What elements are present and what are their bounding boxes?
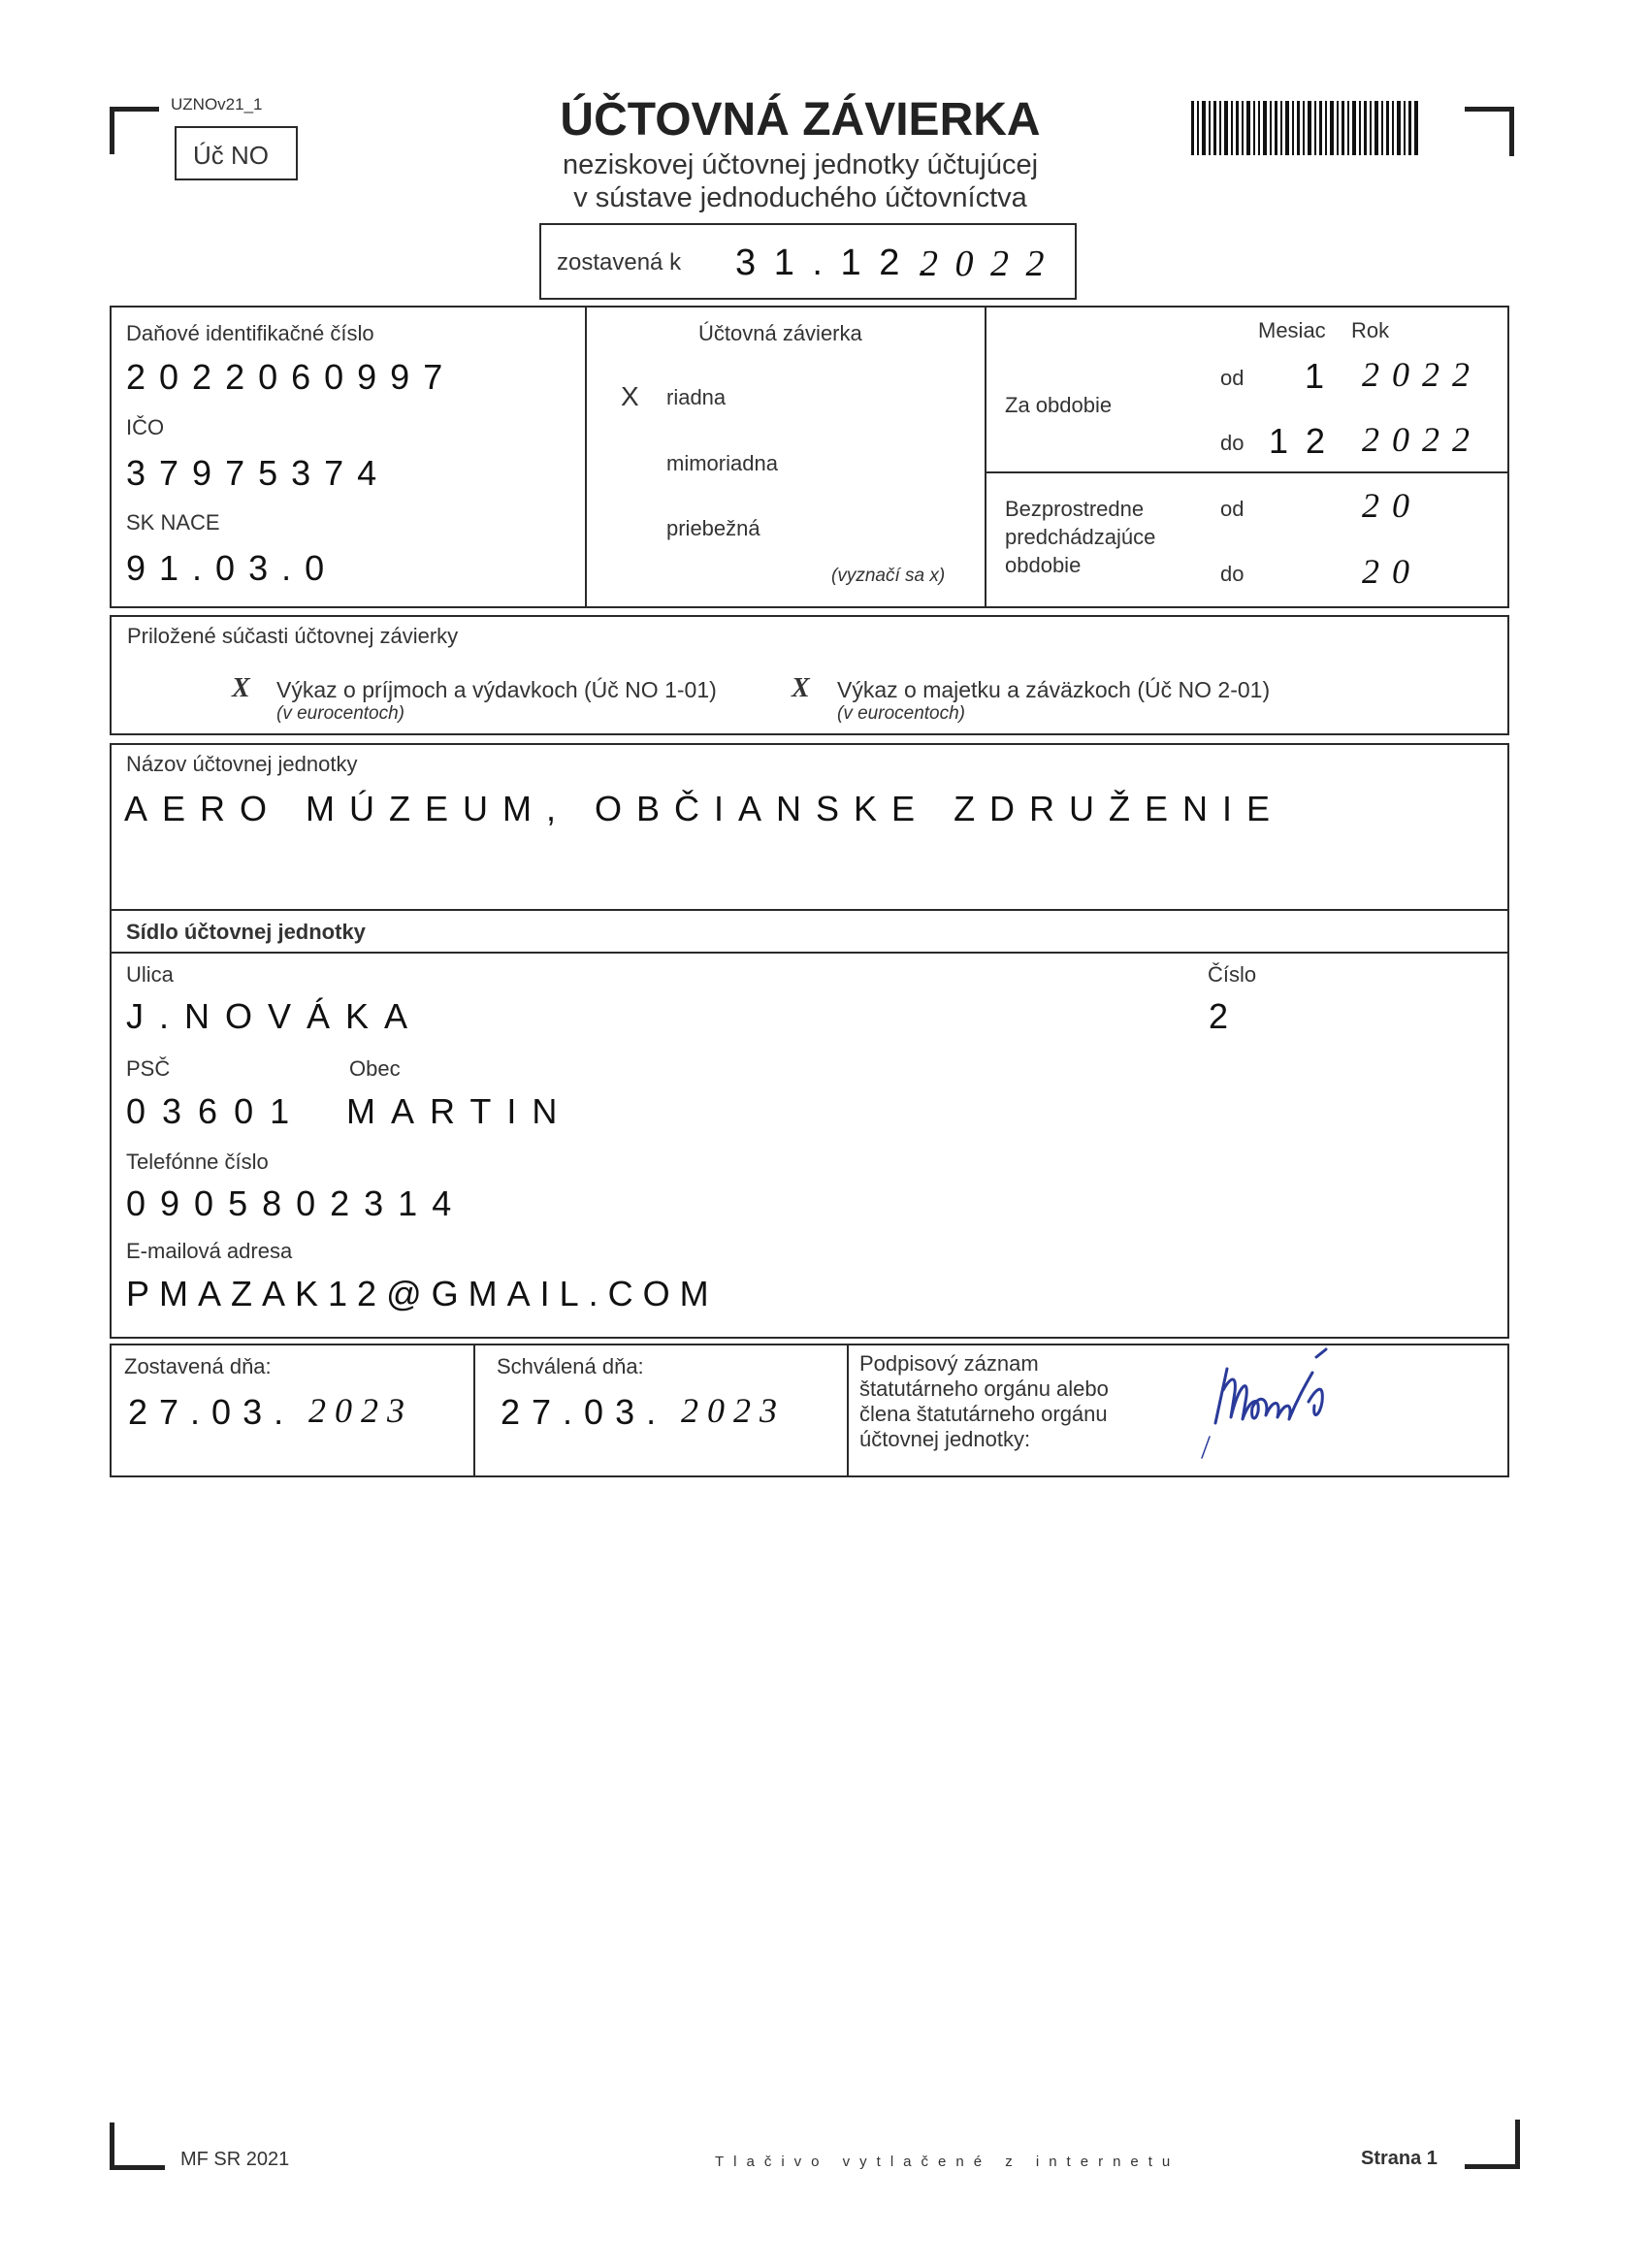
signature-label-1: Podpisový záznam [859, 1351, 1039, 1376]
year-header: Rok [1351, 318, 1390, 342]
house-number-label: Číslo [1208, 962, 1257, 987]
previous-period-label-2: predchádzajúce [1005, 525, 1156, 549]
handwritten-signature [1188, 1344, 1353, 1460]
compiled-date-value: 27.03. [128, 1392, 296, 1432]
city-label: Obec [349, 1056, 401, 1081]
postal-code-label: PSČ [126, 1056, 171, 1081]
compiled-as-of-box [539, 223, 1077, 300]
document-subtitle-1: neziskovej účtovnej jednotky účtujúcej [562, 149, 1039, 180]
footer-form-edition: MF SR 2021 [180, 2149, 290, 2170]
phone-label: Telefónne číslo [126, 1150, 269, 1174]
street-value: J.NOVÁKA [126, 996, 424, 1036]
document-subtitle-2: v sústave jednoduchého účtovníctva [573, 182, 1027, 213]
compiled-as-of-label: zostavená k [557, 249, 682, 275]
house-number-value: 2 [1209, 996, 1243, 1036]
phone-value: 0905802314 [126, 1183, 467, 1223]
current-to-label: do [1220, 431, 1245, 455]
signature-label-2: štatutárneho orgánu alebo [859, 1377, 1109, 1401]
statement-type-interim: priebežná [666, 516, 760, 540]
previous-period-label-1: Bezprostredne [1005, 497, 1145, 521]
dic-value: 2022060997 [126, 357, 457, 397]
previous-period-label-3: obdobie [1005, 553, 1082, 577]
approved-date-label: Schválená dňa: [497, 1354, 644, 1378]
attachment-1-label: Výkaz o príjmoch a výdavkoch (Úč NO 1-01) [276, 677, 717, 702]
compiled-as-of-year: 2 0 2 2 [920, 243, 1049, 284]
current-to-month: 1 2 [1269, 421, 1330, 461]
corner-mark-top-right [1465, 107, 1514, 156]
previous-to-year: 2 0 [1362, 552, 1411, 591]
previous-from-label: od [1220, 497, 1245, 521]
corner-mark-top-left [110, 107, 159, 154]
corner-mark-bottom-right [1465, 2120, 1520, 2169]
entity-name-label: Názov účtovnej jednotky [126, 752, 358, 776]
city-value: MARTIN [346, 1091, 573, 1131]
compiled-as-of-value: 3 1 . 1 2 . [735, 243, 932, 283]
address-heading: Sídlo účtovnej jednotky [126, 920, 366, 944]
attachments-section [110, 615, 1509, 735]
postal-code-value: 03601 [126, 1091, 307, 1131]
document-title: ÚČTOVNÁ ZÁVIERKA [560, 94, 1041, 146]
footer-printed-note: Tlačivo vytlačené z internetu [715, 2154, 1180, 2170]
street-label: Ulica [126, 962, 174, 987]
compiled-date-label: Zostavená dňa: [124, 1354, 272, 1378]
approved-date-year: 2023 [681, 1391, 786, 1430]
form-code: UZNOv21_1 [171, 95, 263, 113]
statement-type-heading: Účtovná závierka [698, 321, 862, 345]
attachment-2-label: Výkaz o majetku a záväzkoch (Úč NO 2-01) [837, 677, 1271, 702]
signature-label-3: člena štatutárneho orgánu [859, 1402, 1108, 1426]
signature-label-4: účtovnej jednotky: [859, 1427, 1031, 1451]
statement-type-note: (vyznačí sa x) [831, 566, 946, 586]
entity-section [110, 743, 1509, 1339]
email-label: E-mailová adresa [126, 1239, 293, 1263]
entity-name-value: AERO MÚZEUM, OBČIANSKE ZDRUŽENIE [124, 789, 1285, 828]
current-from-month: 1 [1305, 356, 1329, 396]
attachment-1-note: (v eurocentoch) [276, 703, 405, 724]
ico-value: 37975374 [126, 453, 391, 493]
current-period-label: Za obdobie [1005, 393, 1113, 417]
compiled-date-year: 2023 [308, 1391, 413, 1430]
current-to-year: 2 0 2 2 [1362, 420, 1471, 459]
dic-label: Daňové identifikačné číslo [126, 321, 374, 345]
month-header: Mesiac [1258, 318, 1326, 342]
nace-label: SK NACE [126, 510, 220, 535]
form-badge [175, 126, 298, 180]
approved-date-value: 27.03. [501, 1392, 668, 1432]
current-from-label: od [1220, 366, 1245, 390]
email-value: PMAZAK12@GMAIL.COM [126, 1274, 719, 1313]
attachment-2-note: (v eurocentoch) [837, 703, 966, 724]
statement-type-extraordinary: mimoriadna [666, 451, 778, 475]
form-badge-text: Úč NO [193, 141, 269, 170]
nace-value: 91.03.0 [126, 548, 339, 588]
previous-to-label: do [1220, 562, 1245, 586]
ico-label: IČO [126, 415, 165, 439]
current-from-year: 2 0 2 2 [1362, 355, 1471, 394]
attachment-1-mark: X [232, 673, 250, 703]
attachments-heading: Priložené súčasti účtovnej závierky [127, 624, 459, 648]
attachment-2-mark: X [792, 673, 810, 703]
statement-type-mark: X [621, 381, 639, 411]
previous-from-year: 2 0 [1362, 486, 1411, 525]
corner-mark-bottom-left [110, 2122, 165, 2170]
footer-page-number: Strana 1 [1361, 2148, 1438, 2169]
barcode [1191, 101, 1420, 155]
statement-type-regular: riadna [666, 385, 727, 409]
